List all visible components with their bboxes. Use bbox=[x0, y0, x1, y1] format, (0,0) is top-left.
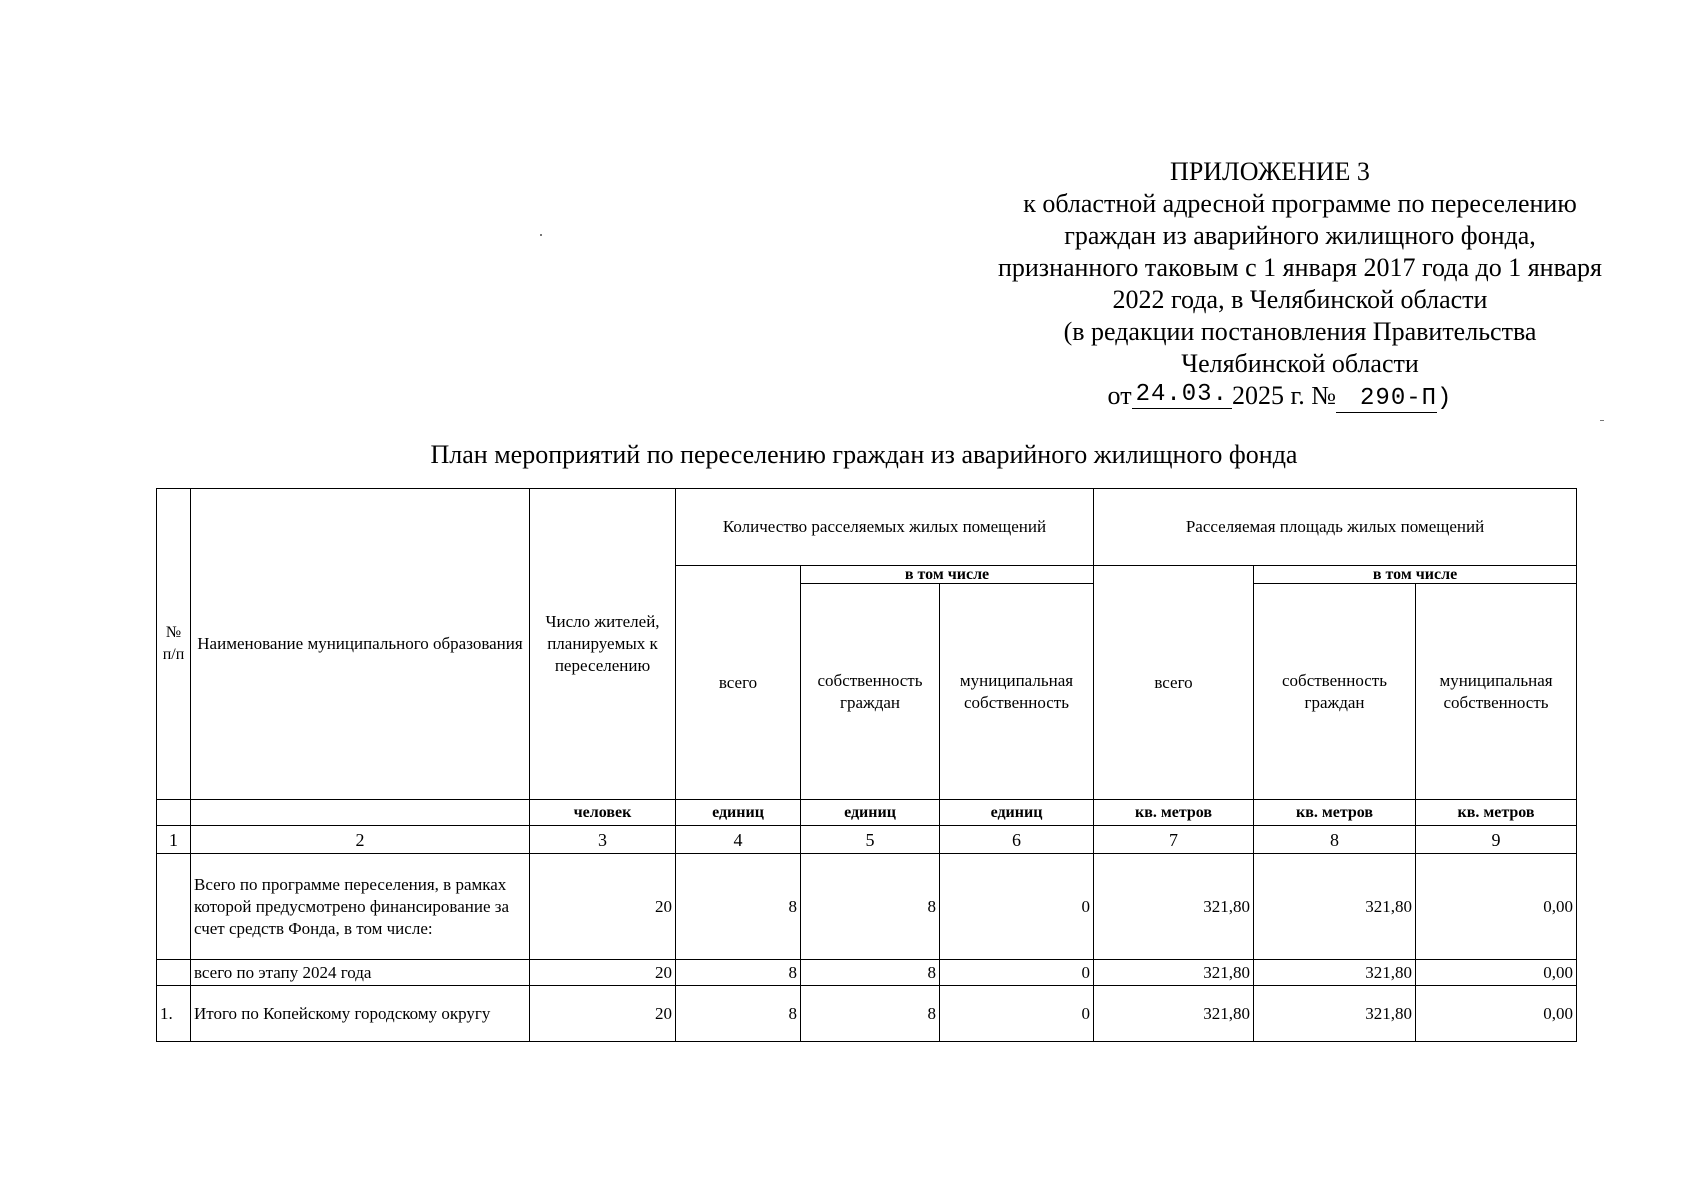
appendix-line-3: признанного таковым с 1 января 2017 года до 1 января bbox=[997, 253, 1603, 282]
row-count-total: 8 bbox=[676, 854, 801, 960]
column-number: 6 bbox=[940, 826, 1094, 854]
row-number: 1. bbox=[157, 986, 191, 1042]
appendix-line-4: 2022 года, в Челябинской области bbox=[1112, 285, 1488, 314]
row-count-citizens: 8 bbox=[801, 960, 940, 986]
header-area-group: Расселяемая площадь жилых помещений bbox=[1094, 489, 1577, 566]
row-area-citizens: 321,80 bbox=[1254, 854, 1416, 960]
unit-area-municipal: кв. метров bbox=[1416, 800, 1577, 826]
unit-count-citizens: единиц bbox=[801, 800, 940, 826]
row-number bbox=[157, 854, 191, 960]
row-count-citizens: 8 bbox=[801, 986, 940, 1042]
scan-speck bbox=[1600, 420, 1604, 421]
decree-number: 290-П bbox=[1336, 386, 1437, 413]
row-area-citizens: 321,80 bbox=[1254, 960, 1416, 986]
table-row bbox=[157, 960, 1577, 986]
unit-people: человек bbox=[530, 800, 676, 826]
table-row bbox=[157, 986, 1577, 1042]
unit-count-municipal: единиц bbox=[940, 800, 1094, 826]
header-area-citizens: собственность граждан bbox=[1254, 584, 1416, 800]
row-name: Всего по программе переселения, в рамках которой предусмотрено финансирование за счет средств Фонда, в том числе: bbox=[191, 854, 530, 960]
unit-empty bbox=[191, 800, 530, 826]
row-residents: 20 bbox=[530, 854, 676, 960]
appendix-line-2: граждан из аварийного жилищного фонда, bbox=[1064, 221, 1536, 250]
table-row bbox=[157, 854, 1577, 960]
row-area-total: 321,80 bbox=[1094, 960, 1254, 986]
row-count-citizens: 8 bbox=[801, 854, 940, 960]
header-residents: Число жителей, планируемых к переселению bbox=[530, 489, 676, 800]
row-number bbox=[157, 960, 191, 986]
row-count-total: 8 bbox=[676, 960, 801, 986]
header-count-total: всего bbox=[676, 566, 801, 800]
date-year: 2025 г. № bbox=[1231, 381, 1337, 410]
row-area-citizens: 321,80 bbox=[1254, 986, 1416, 1042]
header-name: Наименование муниципального образования bbox=[191, 489, 530, 800]
column-number: 7 bbox=[1094, 826, 1254, 854]
row-name: всего по этапу 2024 года bbox=[191, 960, 530, 986]
header-count-citizens: собственность граждан bbox=[801, 584, 940, 800]
column-number: 9 bbox=[1416, 826, 1577, 854]
appendix-date-line bbox=[860, 380, 1698, 415]
column-number: 4 bbox=[676, 826, 801, 854]
unit-count-total: единиц bbox=[676, 800, 801, 826]
header-area-municipal: муниципальная собственность bbox=[1416, 584, 1577, 800]
column-number: 8 bbox=[1254, 826, 1416, 854]
row-name: Итого по Копейскому городскому округу bbox=[191, 986, 530, 1042]
column-number: 1 bbox=[157, 826, 191, 854]
header-no: № п/п bbox=[157, 489, 191, 800]
date-prefix: от bbox=[1107, 381, 1132, 410]
date-close: ) bbox=[1437, 385, 1453, 412]
appendix-line-5: (в редакции постановления Правительства bbox=[1063, 317, 1537, 346]
column-number: 2 bbox=[191, 826, 530, 854]
row-count-total: 8 bbox=[676, 986, 801, 1042]
row-area-total: 321,80 bbox=[1094, 986, 1254, 1042]
appendix-line-6: Челябинской области bbox=[1181, 349, 1419, 378]
row-area-municipal: 0,00 bbox=[1416, 960, 1577, 986]
header-count-including: в том числе bbox=[801, 566, 1094, 584]
header-area-total: всего bbox=[1094, 566, 1254, 800]
row-area-municipal: 0,00 bbox=[1416, 986, 1577, 1042]
row-residents: 20 bbox=[530, 986, 676, 1042]
unit-area-total: кв. метров bbox=[1094, 800, 1254, 826]
plan-table bbox=[156, 488, 1577, 1042]
header-count-group: Количество расселяемых жилых помещений bbox=[676, 489, 1094, 566]
appendix-line-1: к областной адресной программе по переселению bbox=[1023, 189, 1577, 218]
row-count-municipal: 0 bbox=[940, 854, 1094, 960]
row-area-municipal: 0,00 bbox=[1416, 854, 1577, 960]
column-number: 5 bbox=[801, 826, 940, 854]
row-residents: 20 bbox=[530, 960, 676, 986]
header-area-including: в том числе bbox=[1254, 566, 1577, 584]
appendix-title: ПРИЛОЖЕНИЕ 3 bbox=[1170, 157, 1370, 186]
scan-speck bbox=[540, 234, 542, 236]
row-count-municipal: 0 bbox=[940, 960, 1094, 986]
row-count-municipal: 0 bbox=[940, 986, 1094, 1042]
appendix-heading bbox=[900, 156, 1698, 415]
unit-empty bbox=[157, 800, 191, 826]
header-count-municipal: муниципальная собственность bbox=[940, 584, 1094, 800]
column-number: 3 bbox=[530, 826, 676, 854]
date-value: 24.03. bbox=[1132, 382, 1232, 409]
unit-area-citizens: кв. метров bbox=[1254, 800, 1416, 826]
plan-title: План мероприятий по переселению граждан из аварийного жилищного фонда bbox=[430, 440, 1298, 469]
row-area-total: 321,80 bbox=[1094, 854, 1254, 960]
